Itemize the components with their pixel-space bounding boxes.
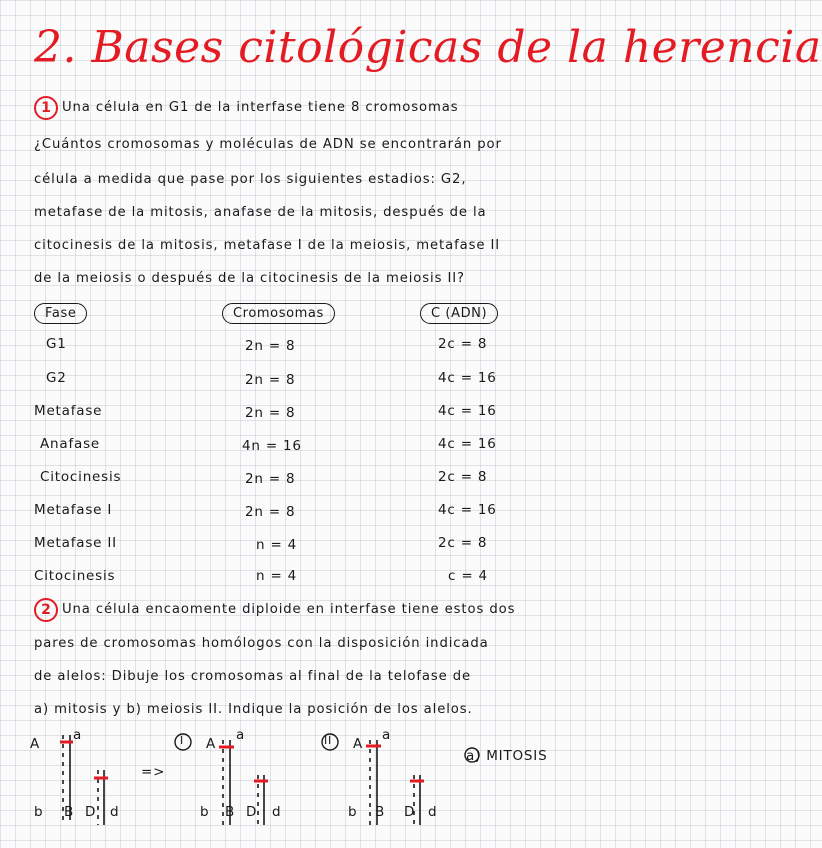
label-I: I (180, 734, 185, 747)
table-cell-fase: Metafase II (34, 535, 117, 551)
q1-line-2: ¿Cuántos cromosomas y moléculas de ADN se encontrarán por (34, 137, 502, 152)
table-cell-adn: 4c = 16 (438, 370, 497, 386)
q2-line-2: pares de cromosomas homólogos con la disposición indicada (34, 636, 489, 651)
chromosome-diagram (20, 725, 580, 835)
table-cell-cromosomas: 2n = 8 (245, 504, 296, 520)
table-cell-adn: 2c = 8 (438, 336, 488, 352)
allele-d-label: d (110, 804, 120, 820)
allele-A-label-I: A (206, 736, 217, 752)
table-cell-adn: 4c = 16 (438, 502, 497, 518)
q1-line-1: Una célula en G1 de la interfase tiene 8 cromosomas (62, 100, 459, 115)
table-cell-adn: c = 4 (448, 568, 488, 584)
allele-b-label-II: b (348, 804, 358, 820)
allele-b-label-I: b (200, 804, 210, 820)
q1-line-6: de la meiosis o después de la citocinesis de la meiosis II? (34, 271, 465, 286)
table-cell-cromosomas: 2n = 8 (245, 471, 296, 487)
question-2-number: 2 (34, 598, 58, 622)
table-cell-cromosomas: 2n = 8 (245, 405, 296, 421)
table-header-fase: Fase (34, 303, 87, 324)
table-cell-fase: Citocinesis (40, 469, 122, 485)
q2-line-1: Una célula encaomente diploide en interfase tiene estos dos (62, 602, 516, 617)
q2-line-4: a) mitosis y b) meiosis II. Indique la posición de los alelos. (34, 702, 473, 717)
page-title: 2. Bases citológicas de la herencia (34, 22, 822, 73)
table-cell-adn: 2c = 8 (438, 535, 488, 551)
allele-D-label-I: D (246, 804, 258, 820)
allele-D-label: D (85, 804, 97, 820)
table-cell-fase: Metafase (34, 403, 103, 419)
table-cell-fase: G1 (46, 336, 67, 352)
allele-B-label-I: B (225, 804, 236, 820)
table-cell-fase: Metafase I (34, 502, 113, 518)
table-cell-adn: 4c = 16 (438, 403, 497, 419)
label-II: II (324, 734, 333, 747)
allele-B-label: B (64, 804, 75, 820)
note-mitosis: a) MITOSIS (466, 748, 548, 764)
allele-b-label: b (34, 804, 44, 820)
allele-d-label-II: d (428, 804, 438, 820)
q1-line-4: metafase de la mitosis, anafase de la mitosis, después de la (34, 205, 487, 220)
allele-d-label-I: d (272, 804, 282, 820)
table-header-adn: C (ADN) (420, 303, 498, 324)
allele-D-label-II: D (404, 804, 416, 820)
arrow-label: => (141, 764, 166, 780)
question-1-number: 1 (34, 96, 58, 120)
table-cell-cromosomas: 2n = 8 (245, 372, 296, 388)
allele-a-label: a (73, 727, 83, 743)
table-cell-cromosomas: n = 4 (256, 537, 298, 553)
allele-a-label-II: a (382, 727, 392, 743)
table-header-cromosomas: Cromosomas (222, 303, 335, 324)
table-cell-cromosomas: n = 4 (256, 568, 298, 584)
table-cell-cromosomas: 4n = 16 (242, 438, 302, 454)
q1-line-5: citocinesis de la mitosis, metafase I de la meiosis, metafase II (34, 238, 501, 253)
table-cell-adn: 2c = 8 (438, 469, 488, 485)
table-cell-fase: Anafase (40, 436, 101, 452)
table-cell-fase: G2 (46, 370, 67, 386)
table-cell-fase: Citocinesis (34, 568, 116, 584)
allele-a-label-I: a (236, 727, 246, 743)
q1-line-3: célula a medida que pase por los siguientes estadios: G2, (34, 172, 467, 187)
q2-line-3: de alelos: Dibuje los cromosomas al final de la telofase de (34, 669, 472, 684)
allele-A-label-II: A (353, 736, 364, 752)
allele-A-label: A (30, 736, 41, 752)
table-cell-cromosomas: 2n = 8 (245, 338, 296, 354)
table-cell-adn: 4c = 16 (438, 436, 497, 452)
allele-B-label-II: B (375, 804, 386, 820)
